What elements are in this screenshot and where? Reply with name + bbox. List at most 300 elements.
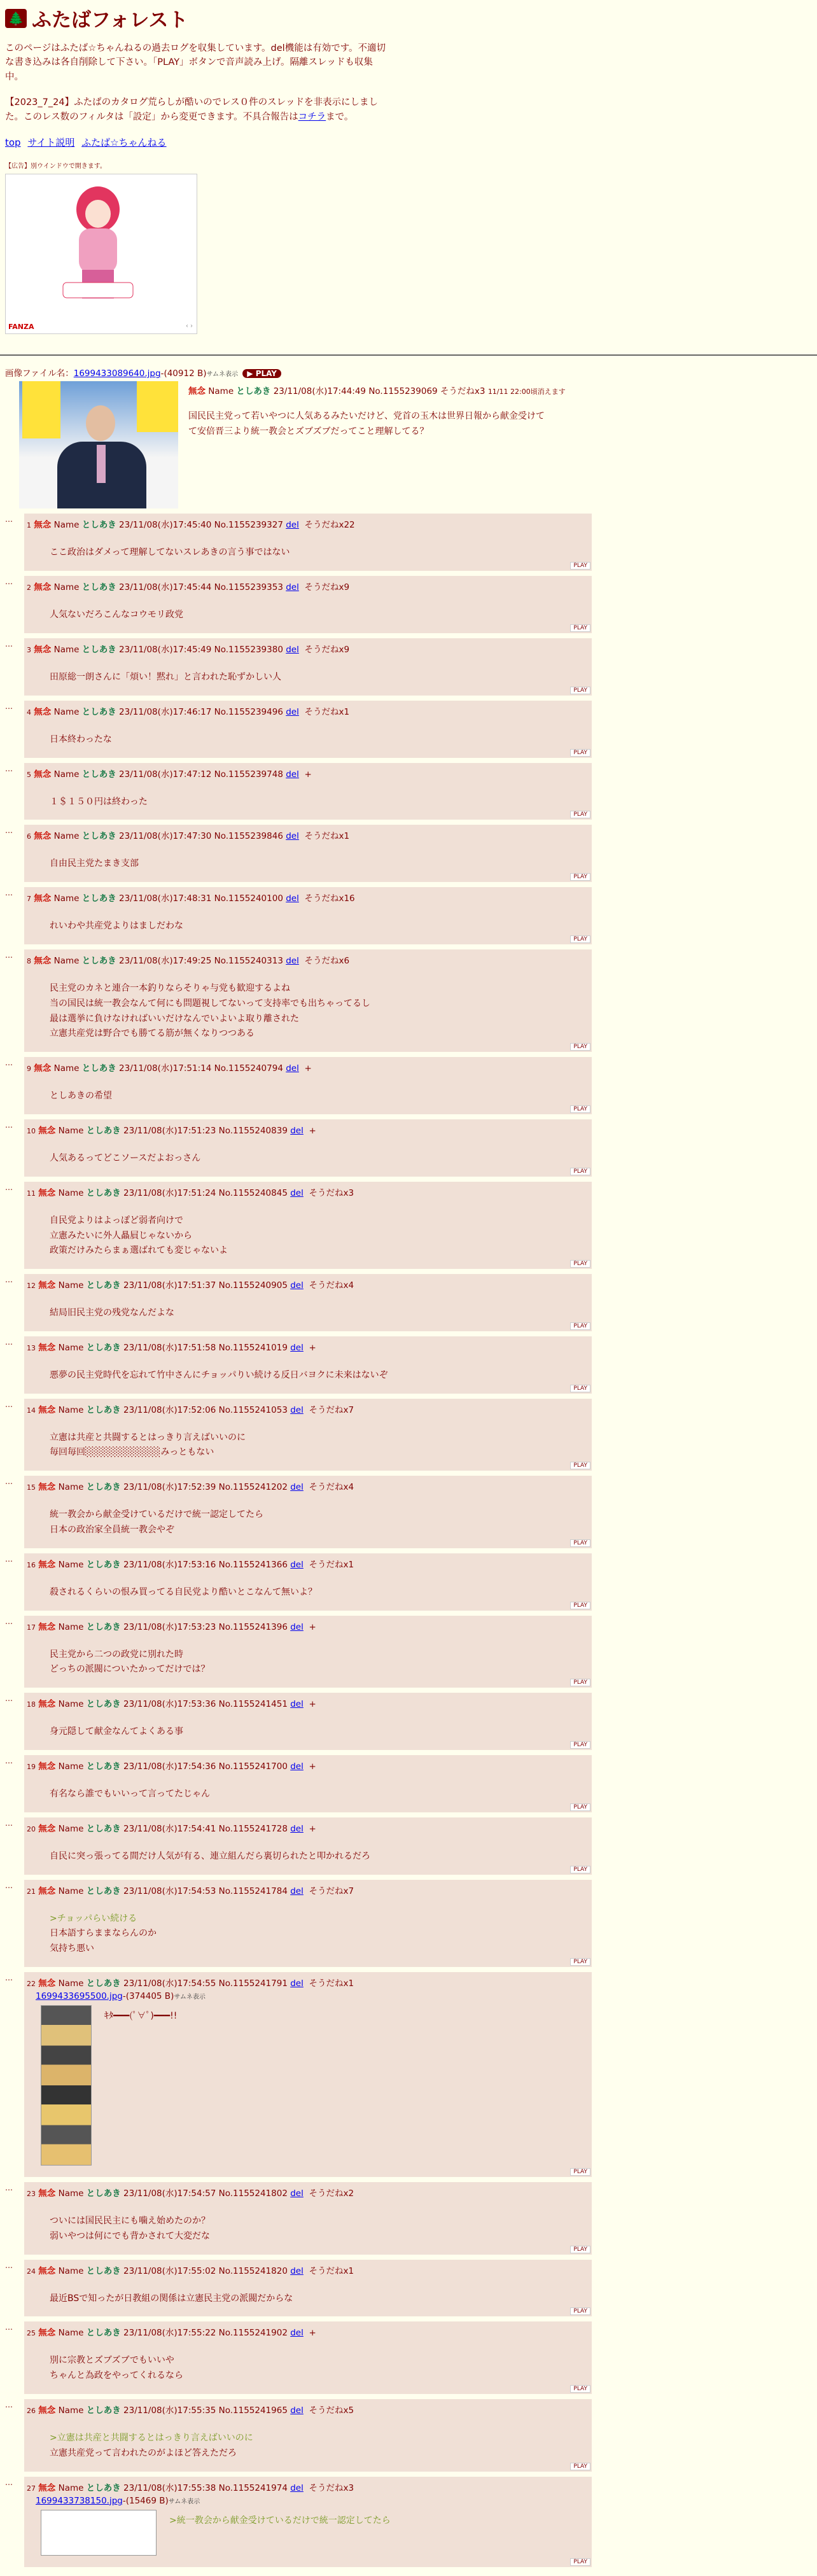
- play-button[interactable]: PLAY: [570, 1958, 590, 1966]
- reply-name: としあき: [86, 1404, 121, 1415]
- reply-box: [24, 825, 592, 882]
- delete-link[interactable]: del: [286, 1063, 299, 1074]
- soudane-button[interactable]: そうだねx16: [304, 893, 355, 904]
- reply-menu-icon[interactable]: …: [5, 1818, 13, 1828]
- reply-datetime: 23/11/08(水)17:51:14: [119, 1063, 212, 1074]
- reply-row: [5, 1336, 592, 1394]
- reply-datetime: 23/11/08(水)17:53:23: [123, 1621, 216, 1632]
- reply-index: 18: [27, 1700, 36, 1709]
- reply-subject: 無念: [38, 1187, 56, 1198]
- reply-box: [24, 638, 592, 696]
- reply-menu-icon[interactable]: …: [5, 1337, 13, 1347]
- reply-menu-icon[interactable]: …: [5, 888, 13, 898]
- reply-menu-icon[interactable]: …: [5, 701, 13, 711]
- reply-name: としあき: [81, 831, 116, 842]
- play-button[interactable]: PLAY: [570, 2168, 590, 2176]
- reply-box: [24, 1616, 592, 1688]
- nav-futaba-link[interactable]: ふたば☆ちゃんねる: [81, 137, 167, 149]
- reply-subject: 無念: [38, 1125, 56, 1136]
- reply-menu-icon[interactable]: …: [5, 1973, 13, 1983]
- reply-line: １＄１５０円は終わった: [50, 796, 148, 807]
- play-button[interactable]: PLAY: [570, 1322, 590, 1330]
- reply-line: 最近BSで知ったが日教組の関係は立憲民主党の派閥だからな: [50, 2293, 293, 2304]
- reply-line: 自民に突っ張ってる間だけ人気が有る、連立組んだら裏切られたと叩かれるだろ: [50, 1851, 370, 1861]
- soudane-button[interactable]: そうだねx9: [304, 582, 350, 593]
- soudane-button[interactable]: そうだねx1: [309, 1559, 354, 1570]
- reply-header: [27, 891, 592, 904]
- reply-row: [5, 887, 592, 944]
- delete-link[interactable]: del: [286, 520, 299, 531]
- reply-header: [27, 1340, 592, 1353]
- reply-number: No.1155241974: [218, 2482, 288, 2493]
- reply-box: [24, 763, 592, 820]
- reply-menu-icon[interactable]: …: [5, 1120, 13, 1130]
- play-button[interactable]: PLAY: [570, 1260, 590, 1268]
- reply-name: としあき: [86, 1823, 121, 1834]
- delete-link[interactable]: del: [286, 582, 299, 593]
- reply-name-label: Name: [53, 831, 80, 842]
- op-body: [188, 381, 566, 508]
- reply-quote: >チョッパらい続ける: [50, 1913, 137, 1924]
- reply-subject: 無念: [38, 1559, 56, 1570]
- reply-menu-icon[interactable]: …: [5, 1399, 13, 1409]
- soudane-button[interactable]: +: [309, 1621, 316, 1632]
- reply-subject: 無念: [34, 831, 52, 842]
- reply-number: No.1155240905: [218, 1280, 288, 1291]
- reply-line: 人気あるってどこソースだよおっさん: [50, 1152, 201, 1163]
- reply-number: No.1155240839: [218, 1125, 288, 1136]
- delete-link[interactable]: del: [290, 1404, 304, 1415]
- reply-name-label: Name: [58, 1559, 84, 1570]
- play-button[interactable]: PLAY: [570, 687, 590, 694]
- play-button[interactable]: PLAY: [570, 1741, 590, 1749]
- reply-header: [27, 767, 592, 780]
- reply-name: としあき: [86, 2265, 121, 2276]
- reply-name-label: Name: [53, 520, 80, 531]
- reply-header: [27, 1620, 592, 1632]
- reply-thumbnail-image[interactable]: [41, 2510, 157, 2556]
- soudane-button[interactable]: そうだねx7: [309, 1886, 354, 1896]
- reply-index: 20: [27, 1824, 36, 1833]
- reply-text: [50, 1787, 592, 1802]
- delete-link[interactable]: del: [290, 1886, 304, 1896]
- reply-text: [104, 2009, 177, 2166]
- reply-text: [50, 608, 592, 623]
- reply-datetime: 23/11/08(水)17:54:41: [123, 1823, 216, 1834]
- reply-file-link[interactable]: 1699433695500.jpg: [36, 1991, 123, 2002]
- reply-name-label: Name: [53, 1063, 80, 1074]
- ad-character-image: [50, 181, 146, 308]
- reply-line: 自由民主党たまき支部: [50, 858, 139, 869]
- reply-subject: 無念: [38, 1482, 56, 1493]
- reply-index: 24: [27, 2267, 36, 2276]
- logo-icon: 🌲: [5, 9, 27, 28]
- delete-link[interactable]: del: [290, 1559, 304, 1570]
- reply-subject: 無念: [38, 1823, 56, 1834]
- reply-menu-icon[interactable]: …: [5, 1182, 13, 1192]
- op-play-button[interactable]: ▶ PLAY: [242, 369, 281, 378]
- soudane-button[interactable]: そうだねx2: [309, 2188, 354, 2199]
- reply-image-wrap: [41, 2005, 592, 2166]
- reply-number: No.1155240794: [214, 1063, 283, 1074]
- op-file-link[interactable]: 1699433089640.jpg: [73, 368, 161, 379]
- reply-datetime: 23/11/08(水)17:49:25: [119, 955, 212, 966]
- delete-link[interactable]: del: [290, 1125, 304, 1136]
- delete-link[interactable]: del: [290, 1621, 304, 1632]
- reply-header: [27, 2264, 592, 2276]
- reply-subject: 無念: [38, 1761, 56, 1772]
- reply-name: としあき: [86, 2188, 121, 2199]
- op-post: [5, 381, 812, 508]
- play-button[interactable]: PLAY: [570, 935, 590, 943]
- reply-text: [50, 919, 592, 934]
- reply-number: No.1155241366: [218, 1559, 288, 1570]
- play-button[interactable]: PLAY: [570, 1168, 590, 1175]
- reply-header: [27, 1697, 592, 1709]
- reply-line: 自民党よりはよっぽど弱者向けで: [50, 1215, 183, 1226]
- reply-box: [24, 2321, 592, 2394]
- reply-text: [50, 1912, 592, 1957]
- reply-menu-icon[interactable]: …: [5, 2477, 13, 2487]
- reply-menu-icon[interactable]: …: [5, 2323, 13, 2332]
- reply-number: No.1155241202: [218, 1482, 288, 1493]
- reply-name-label: Name: [53, 644, 80, 655]
- delete-link[interactable]: del: [290, 1761, 304, 1772]
- reply-row: [5, 1693, 592, 1750]
- reply-index: 12: [27, 1282, 36, 1291]
- reply-name: としあき: [81, 582, 116, 593]
- play-button[interactable]: PLAY: [570, 2463, 590, 2470]
- play-button[interactable]: PLAY: [570, 2558, 590, 2566]
- reply-datetime: 23/11/08(水)17:53:16: [123, 1559, 216, 1570]
- reply-header: [27, 517, 592, 530]
- reply-menu-icon[interactable]: …: [5, 950, 13, 960]
- reply-menu-icon[interactable]: …: [5, 639, 13, 648]
- reply-header: [27, 580, 592, 592]
- op-thumbnail-image[interactable]: [19, 381, 178, 508]
- play-button[interactable]: PLAY: [570, 1602, 590, 1609]
- ad-nav-arrows[interactable]: ‹ ›: [185, 323, 193, 330]
- reply-quote: >立憲は共産と共闘するとはっきり言えばいいのに: [50, 2433, 253, 2444]
- reply-menu-icon[interactable]: …: [5, 2400, 13, 2410]
- reply-row: [5, 1119, 592, 1177]
- reply-subject: 無念: [38, 2405, 56, 2416]
- soudane-button[interactable]: そうだねx4: [309, 1280, 354, 1291]
- reply-name-label: Name: [58, 1187, 84, 1198]
- play-button[interactable]: PLAY: [570, 1462, 590, 1469]
- intro: [5, 41, 387, 124]
- reply-name-label: Name: [58, 1978, 84, 1989]
- delete-link[interactable]: del: [290, 1342, 304, 1353]
- soudane-button[interactable]: そうだねx1: [304, 831, 350, 842]
- play-button[interactable]: PLAY: [570, 749, 590, 757]
- reply-name-label: Name: [58, 1699, 84, 1710]
- soudane-button[interactable]: +: [309, 1823, 316, 1834]
- delete-link[interactable]: del: [286, 769, 299, 780]
- reply-quote: >統一教会から献金受けているだけで統一認定してたら: [169, 2515, 391, 2526]
- reply-name-label: Name: [58, 2188, 84, 2199]
- reply-name: としあき: [86, 2482, 121, 2493]
- delete-link[interactable]: del: [290, 2482, 304, 2493]
- reply-text: [50, 1214, 592, 1259]
- reply-text: [50, 732, 592, 748]
- reply-text: [50, 1151, 592, 1166]
- delete-link[interactable]: del: [286, 706, 299, 717]
- reply-text: [50, 1431, 592, 1461]
- op-file-line: [5, 366, 812, 379]
- intro-text: 【2023_7_24】ふたばのカタログ荒らしが酷いのでレス０件のスレッドを非表示にしました。このレス数のフィルタは「設定」から変更できます。不具合報告は: [5, 97, 378, 122]
- reply-datetime: 23/11/08(水)17:55:38: [123, 2482, 216, 2493]
- reply-file-size: -(374405 B): [122, 1991, 174, 2002]
- reply-line: 日本語すらままならんのか: [50, 1928, 157, 1939]
- reply-menu-icon[interactable]: …: [5, 1554, 13, 1564]
- op-soudane[interactable]: そうだねx3: [440, 386, 485, 397]
- reply-subject: 無念: [34, 520, 52, 531]
- soudane-button[interactable]: そうだねx1: [309, 2265, 354, 2276]
- reply-number: No.1155241820: [218, 2265, 288, 2276]
- play-button[interactable]: PLAY: [570, 1803, 590, 1811]
- play-button[interactable]: PLAY: [570, 1105, 590, 1113]
- reply-name-label: Name: [58, 2328, 84, 2339]
- reply-row: [5, 1817, 592, 1875]
- reply-index: 21: [27, 1887, 36, 1896]
- reply-name-label: Name: [58, 2482, 84, 2493]
- play-button[interactable]: PLAY: [570, 2307, 590, 2315]
- reply-line: 立憲共産党って言われたのがよほど答えただろ: [50, 2447, 237, 2458]
- soudane-button[interactable]: +: [309, 1125, 316, 1136]
- reply-datetime: 23/11/08(水)17:54:57: [123, 2188, 216, 2199]
- reply-line: 統一教会から献金受けているだけで統一認定してたら: [50, 1509, 263, 1520]
- reply-menu-icon[interactable]: …: [5, 826, 13, 836]
- delete-link[interactable]: del: [290, 1187, 304, 1198]
- report-link[interactable]: コチラ: [298, 111, 326, 122]
- reply-thumbnail-image[interactable]: [41, 2005, 92, 2166]
- reply-text: [50, 1306, 592, 1321]
- reply-header: [27, 1976, 592, 1989]
- play-button[interactable]: PLAY: [570, 873, 590, 881]
- reply-name: としあき: [81, 1063, 116, 1074]
- reply-line: 立憲共産党は野合でも勝てる筋が無くなりつつある: [50, 1028, 255, 1039]
- intro-paragraph-2: [5, 95, 387, 124]
- site-header: [5, 4, 812, 32]
- delete-link[interactable]: del: [286, 831, 299, 842]
- reply-menu-icon[interactable]: …: [5, 2260, 13, 2270]
- reply-number: No.1155241902: [218, 2328, 288, 2339]
- reply-number: No.1155240313: [214, 955, 283, 966]
- op-datetime: 23/11/08(水)17:44:49: [273, 386, 367, 397]
- reply-datetime: 23/11/08(水)17:54:53: [123, 1886, 216, 1896]
- play-button[interactable]: PLAY: [570, 1866, 590, 1873]
- ad-banner[interactable]: [5, 174, 197, 334]
- reply-menu-icon[interactable]: …: [5, 515, 13, 524]
- reply-datetime: 23/11/08(水)17:47:30: [119, 831, 212, 842]
- reply-number: No.1155241053: [218, 1404, 288, 1415]
- soudane-button[interactable]: そうだねx3: [309, 2482, 354, 2493]
- op-text: 国民民主党って若いやつに人気あるみたいだけど、党首の玉木は世界日報から献金受けてて安倍晋三より統一教会とズブズブだってこと理解してる？: [188, 411, 545, 437]
- reply-name: としあき: [86, 1482, 121, 1493]
- reply-name-label: Name: [58, 2405, 84, 2416]
- reply-text: [50, 795, 592, 810]
- reply-header: [27, 1821, 592, 1834]
- reply-name: としあき: [86, 1559, 121, 1570]
- reply-name: としあき: [81, 955, 116, 966]
- reply-header: [27, 829, 592, 841]
- reply-subject: 無念: [38, 2328, 56, 2339]
- soudane-button[interactable]: そうだねx9: [304, 644, 350, 655]
- play-button[interactable]: PLAY: [570, 1539, 590, 1547]
- reply-file-line: [36, 1991, 592, 2001]
- reply-menu-icon[interactable]: …: [5, 577, 13, 587]
- reply-number: No.1155241728: [218, 1823, 288, 1834]
- separator: [0, 354, 817, 356]
- reply-menu-icon[interactable]: …: [5, 1880, 13, 1890]
- soudane-button[interactable]: +: [309, 2328, 316, 2339]
- reply-header: [27, 704, 592, 717]
- reply-datetime: 23/11/08(水)17:51:24: [123, 1187, 216, 1198]
- reply-number: No.1155241791: [218, 1978, 288, 1989]
- reply-text: [50, 1508, 592, 1538]
- reply-line: 立憲みたいに外人贔屓じゃないから: [50, 1230, 192, 1241]
- reply-menu-icon[interactable]: …: [5, 1694, 13, 1704]
- soudane-button[interactable]: そうだねx5: [309, 2405, 354, 2416]
- reply-subject: 無念: [38, 2188, 56, 2199]
- delete-link[interactable]: del: [290, 1699, 304, 1710]
- reply-name: としあき: [86, 1621, 121, 1632]
- reply-number: No.1155241784: [218, 1886, 288, 1896]
- reply-name-label: Name: [58, 1886, 84, 1896]
- reply-index: 7: [27, 895, 31, 904]
- soudane-button[interactable]: +: [309, 1761, 316, 1772]
- reply-subject: 無念: [34, 769, 52, 780]
- reply-name: としあき: [86, 1978, 121, 1989]
- delete-link[interactable]: del: [290, 1978, 304, 1989]
- play-button[interactable]: PLAY: [570, 2385, 590, 2393]
- reply-line: 最は選挙に負けなければいいだけなんでいよいよ取り離された: [50, 1013, 299, 1024]
- reply-line: 日本終わったな: [50, 734, 112, 745]
- reply-name-label: Name: [58, 1482, 84, 1493]
- nav-top-link[interactable]: top: [5, 137, 21, 149]
- play-button[interactable]: PLAY: [570, 624, 590, 632]
- reply-datetime: 23/11/08(水)17:46:17: [119, 706, 212, 717]
- delete-link[interactable]: del: [286, 955, 299, 966]
- soudane-button[interactable]: そうだねx7: [309, 1404, 354, 1415]
- play-button[interactable]: PLAY: [570, 1385, 590, 1392]
- reply-subject: 無念: [34, 582, 52, 593]
- reply-box: [24, 1119, 592, 1177]
- delete-link[interactable]: del: [286, 644, 299, 655]
- soudane-button[interactable]: +: [304, 1063, 312, 1074]
- ad-label: 【広告】別ウインドウで開きます。: [5, 163, 106, 171]
- reply-file-link[interactable]: 1699433738150.jpg: [36, 2495, 123, 2506]
- reply-menu-icon[interactable]: …: [5, 2183, 13, 2193]
- reply-line: 民主党のカネと連合一本釣りならそりゃ与党も歓迎するよね: [50, 983, 290, 993]
- reply-box: [24, 2260, 592, 2317]
- reply-index: 17: [27, 1623, 36, 1632]
- reply-text: [50, 670, 592, 685]
- reply-box: [24, 1553, 592, 1611]
- reply-datetime: 23/11/08(水)17:45:40: [119, 520, 212, 531]
- soudane-button[interactable]: そうだねx4: [309, 1482, 354, 1493]
- reply-datetime: 23/11/08(水)17:45:44: [119, 582, 212, 593]
- reply-index: 19: [27, 1763, 36, 1772]
- reply-menu-icon[interactable]: …: [5, 764, 13, 773]
- soudane-button[interactable]: そうだねx3: [309, 1187, 354, 1198]
- reply-index: 14: [27, 1406, 36, 1415]
- reply-menu-icon[interactable]: …: [5, 1058, 13, 1068]
- play-button[interactable]: PLAY: [570, 1679, 590, 1686]
- soudane-button[interactable]: そうだねx1: [304, 706, 350, 717]
- reply-number: No.1155239846: [214, 831, 283, 842]
- reply-text: [169, 2514, 391, 2556]
- play-button[interactable]: PLAY: [570, 811, 590, 818]
- reply-box: [24, 576, 592, 633]
- reply-datetime: 23/11/08(水)17:51:37: [123, 1280, 216, 1291]
- reply-row: [5, 1755, 592, 1812]
- reply-box: [24, 1182, 592, 1269]
- soudane-button[interactable]: そうだねx1: [309, 1978, 354, 1989]
- soudane-button[interactable]: +: [309, 1342, 316, 1353]
- reply-box: [24, 2399, 592, 2472]
- delete-link[interactable]: del: [290, 2328, 304, 2339]
- reply-datetime: 23/11/08(水)17:54:36: [123, 1761, 216, 1772]
- nav-about-link[interactable]: サイト説明: [27, 137, 75, 149]
- reply-index: 27: [27, 2484, 36, 2493]
- reply-menu-icon[interactable]: …: [5, 1477, 13, 1487]
- delete-link[interactable]: del: [290, 2188, 304, 2199]
- reply-line: 殺されるくらいの恨み買ってる自民党より酷いとこなんて無いよ？: [50, 1586, 317, 1597]
- reply-row: [5, 576, 592, 633]
- reply-name-label: Name: [58, 1761, 84, 1772]
- reply-subject: 無念: [38, 2265, 56, 2276]
- reply-line: 気持ち悪い: [50, 1943, 94, 1954]
- reply-row: [5, 2260, 592, 2317]
- reply-name-label: Name: [53, 893, 80, 904]
- reply-subject: 無念: [38, 1404, 56, 1415]
- reply-datetime: 23/11/08(水)17:55:22: [123, 2328, 216, 2339]
- reply-line: 立憲は共産と共闘するとはっきり言えばいいのに: [50, 1432, 246, 1443]
- page-title: ふたばフォレスト: [32, 9, 188, 32]
- reply-header: [27, 1123, 592, 1136]
- play-button[interactable]: PLAY: [570, 562, 590, 570]
- soudane-button[interactable]: そうだねx6: [304, 955, 350, 966]
- reply-menu-icon[interactable]: …: [5, 1275, 13, 1285]
- reply-line: どっちの派閥についたかってだけでは？: [50, 1664, 210, 1675]
- reply-row: [5, 2399, 592, 2472]
- delete-link[interactable]: del: [290, 2405, 304, 2416]
- reply-box: [24, 1972, 592, 2177]
- soudane-button[interactable]: +: [304, 769, 312, 780]
- delete-link[interactable]: del: [290, 2265, 304, 2276]
- reply-name: としあき: [81, 644, 116, 655]
- soudane-button[interactable]: +: [309, 1699, 316, 1710]
- reply-subject: 無念: [38, 1978, 56, 1989]
- soudane-button[interactable]: そうだねx22: [304, 520, 355, 531]
- reply-index: 26: [27, 2407, 36, 2416]
- delete-link[interactable]: del: [286, 893, 299, 904]
- reply-header: [27, 1403, 592, 1415]
- delete-link[interactable]: del: [290, 1823, 304, 1834]
- reply-text: [50, 1849, 592, 1865]
- play-button[interactable]: PLAY: [570, 1043, 590, 1051]
- play-button[interactable]: PLAY: [570, 2246, 590, 2253]
- reply-menu-icon[interactable]: …: [5, 1756, 13, 1766]
- op-file-label: 画像ファイル名：: [5, 368, 74, 379]
- delete-link[interactable]: del: [290, 1280, 304, 1291]
- delete-link[interactable]: del: [290, 1482, 304, 1493]
- reply-name: としあき: [86, 1886, 121, 1896]
- reply-box: [24, 1057, 592, 1114]
- reply-menu-icon[interactable]: …: [5, 1616, 13, 1626]
